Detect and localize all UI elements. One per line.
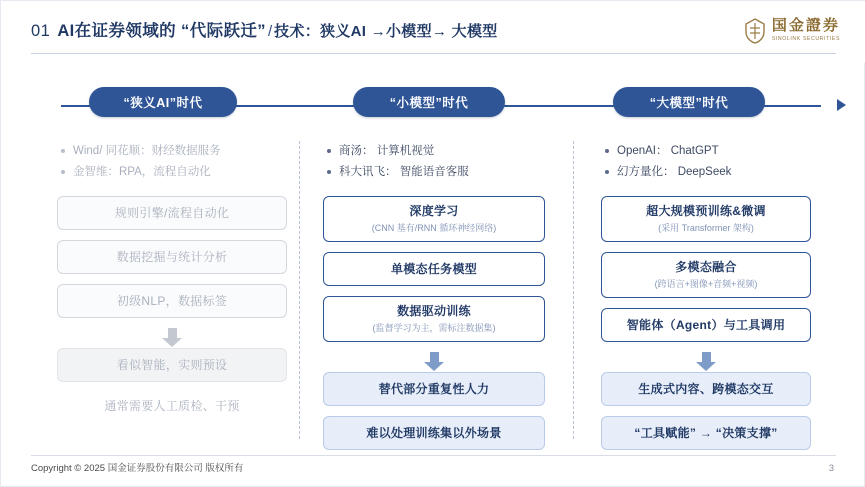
- page-title: [31, 17, 498, 41]
- card-title: 替代部分重复性人力: [378, 381, 490, 396]
- card-outcome: [57, 392, 287, 421]
- card-title: 智能体（Agent）与工具调用: [626, 317, 786, 332]
- slide-header: [1, 1, 865, 63]
- card-title: 通常需要人工质检、干预: [104, 399, 240, 413]
- title-main: AI在证券领域的 “代际跃迁”: [57, 22, 266, 40]
- card-title: 生成式内容、跨模态交互: [638, 381, 774, 396]
- down-arrow-icon: [323, 352, 545, 362]
- column-divider-2: [573, 141, 574, 439]
- list-item: 科大讯飞： 智能语音客服: [323, 162, 545, 183]
- card-title: 多模态融合: [675, 260, 737, 274]
- logo-chinese-name: 国金證券: [771, 18, 840, 35]
- cards-2: [323, 196, 545, 342]
- down-arrow-icon: [57, 328, 287, 338]
- list-item: 商汤： 计算机视觉: [323, 141, 545, 162]
- examples-list-2: [323, 141, 545, 183]
- page-number: 3: [828, 463, 834, 474]
- card-outcome: [601, 372, 811, 406]
- copyright-text: Copyright © 2025 国金证券股份有限公司 版权所有: [31, 463, 244, 474]
- timeline-era-1: “狭义AI”时代: [89, 87, 237, 117]
- down-arrow-icon: [601, 352, 811, 362]
- card-title: 数据挖掘与统计分析: [116, 249, 228, 264]
- card-title: 深度学习: [409, 204, 459, 218]
- list-item: OpenAI： ChatGPT: [601, 141, 811, 162]
- card-title: 看似智能，实则预设: [116, 357, 228, 372]
- card-tech: [57, 240, 287, 274]
- card-subtitle: (监督学习为主，需标注数据集): [372, 323, 496, 333]
- card-subtitle: (跨语言+图像+音频+视频): [654, 279, 758, 289]
- card-outcome: [601, 416, 811, 450]
- timeline-era-2: “小模型”时代: [353, 87, 505, 117]
- column-large-models: [601, 141, 811, 460]
- column-divider-1: [299, 141, 300, 439]
- cards-3: [601, 196, 811, 342]
- examples-list-1: [57, 141, 287, 183]
- card-tech: [323, 252, 545, 286]
- timeline: [1, 87, 865, 127]
- card-tech: [323, 296, 545, 342]
- list-item: Wind/ 同花顺：财经数据服务: [57, 141, 287, 162]
- card-tech: [601, 308, 811, 342]
- logo-english-name: SINOLINK SECURITIES: [771, 36, 840, 43]
- title-subtitle: 技术：狭义AI →小模型→ 大模型: [274, 23, 498, 40]
- card-title: 数据驱动训练: [397, 304, 471, 318]
- header-divider: [31, 53, 836, 54]
- card-title: 单模态任务模型: [390, 261, 478, 276]
- timeline-era-3: “大模型”时代: [613, 87, 765, 117]
- card-tech: [57, 196, 287, 230]
- card-outcome: [323, 372, 545, 406]
- company-logo: [744, 14, 840, 48]
- card-tech: [323, 196, 545, 242]
- logo-mark-icon: [744, 18, 766, 44]
- footer-divider: [31, 455, 836, 456]
- card-title: “工具赋能” → “决策支撑”: [634, 425, 778, 440]
- title-number: 01: [31, 22, 51, 40]
- column-small-models: [323, 141, 545, 460]
- title-separator: /: [267, 23, 273, 40]
- card-title: 超大规模预训练&微调: [646, 204, 766, 218]
- card-title: 初级NLP，数据标签: [116, 293, 228, 308]
- column-narrow-ai: [57, 141, 287, 429]
- examples-list-3: [601, 141, 811, 183]
- timeline-arrow-icon: [837, 99, 846, 111]
- cards-1: [57, 196, 287, 318]
- card-title: 规则引擎/流程自动化: [114, 205, 230, 220]
- list-item: 金智维：RPA，流程自动化: [57, 162, 287, 183]
- card-outcome: [323, 416, 545, 450]
- card-outcome: [57, 348, 287, 382]
- card-title: 难以处理训练集以外场景: [366, 425, 502, 440]
- card-subtitle: (CNN 基有/RNN 循环神经网络): [371, 223, 497, 233]
- card-tech: [57, 284, 287, 318]
- card-tech: [601, 252, 811, 298]
- card-tech: [601, 196, 811, 242]
- list-item: 幻方量化： DeepSeek: [601, 162, 811, 183]
- card-subtitle: (采用 Transformer 架构): [658, 223, 754, 233]
- logo-text: [772, 19, 840, 42]
